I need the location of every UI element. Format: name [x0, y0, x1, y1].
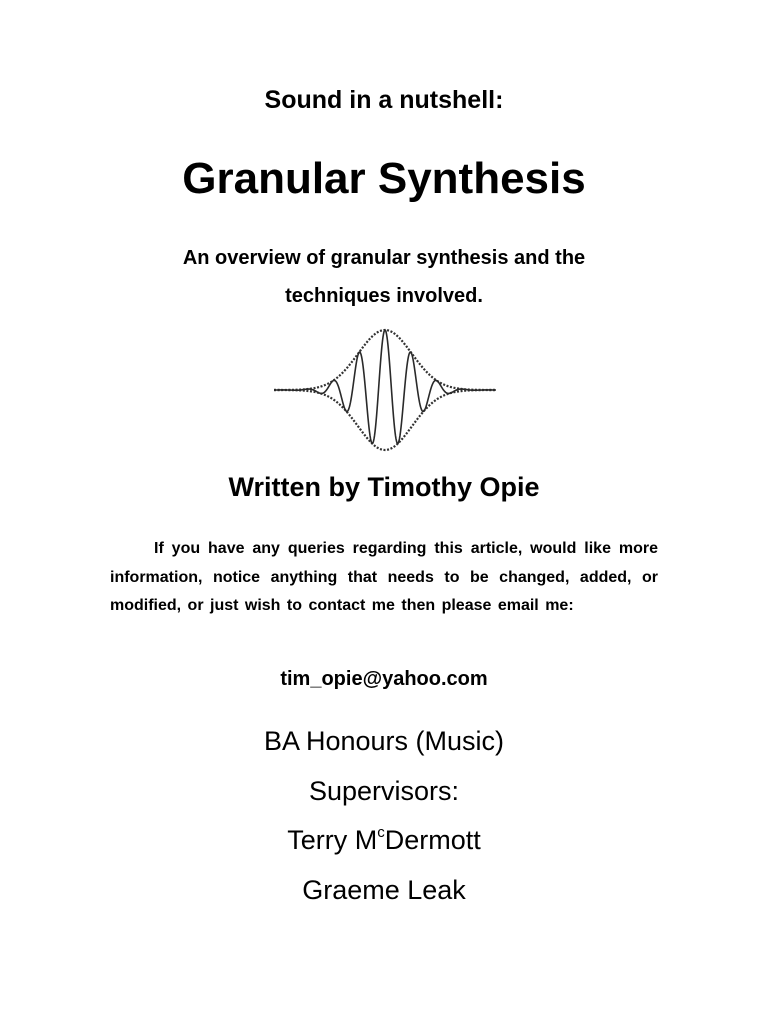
author-line: Written by Timothy Opie [228, 472, 540, 502]
overview-line-1: An overview of granular synthesis and the [182, 247, 586, 269]
supervisor-1-prefix: Terry M [287, 825, 378, 855]
supervisor-name-1 [0, 825, 768, 856]
contact-paragraph: If you have any queries regarding this article, would like more information, notice anything that needs to be changed, added, or modified, or just wish to contact me then please email me: [110, 540, 658, 614]
overview-line-2: techniques involved. [285, 285, 483, 307]
supervisor-1-superscript: c [377, 824, 385, 841]
grain-envelope-top [274, 330, 496, 390]
supervisors-label: Supervisors: [308, 776, 460, 806]
supervisor-1-suffix: Dermott [384, 825, 481, 855]
document-title: Granular Synthesis [182, 154, 586, 203]
contact-email: tim_opie@yahoo.com [280, 668, 488, 690]
grain-waveform-line [274, 330, 496, 443]
document-subtitle: Sound in a nutshell: [264, 86, 504, 114]
degree-line: BA Honours (Music) [263, 726, 505, 756]
supervisor-name-2: Graeme Leak [302, 875, 466, 905]
grain-waveform-icon [272, 322, 498, 458]
grain-envelope-bottom [274, 390, 496, 450]
